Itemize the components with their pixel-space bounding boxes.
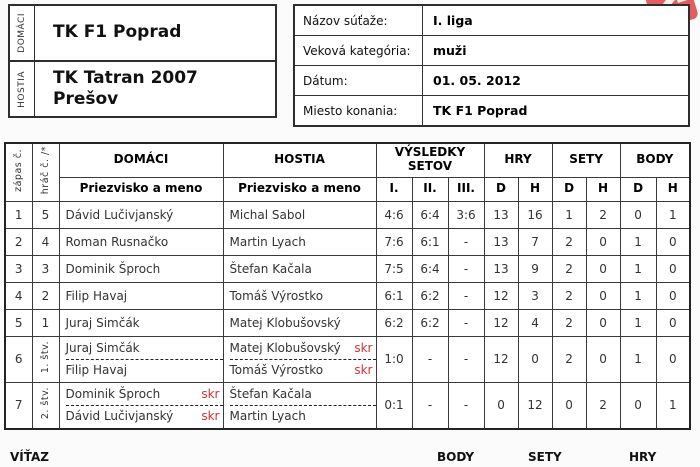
points-cell: 0	[656, 336, 690, 382]
away-player-cell	[223, 255, 376, 282]
team-name: TK Tatran 2007 Prešov	[53, 67, 198, 109]
home-player-cell	[59, 382, 223, 429]
away-player-cell	[223, 336, 376, 382]
team-side-label	[10, 62, 35, 116]
table-row	[5, 282, 690, 309]
points-cell: 1	[620, 255, 656, 282]
sets-cell: 1	[552, 201, 586, 228]
column-header-home-name: Priezvisko a meno	[59, 177, 223, 201]
sets-cell: 2	[586, 382, 620, 429]
player-name: Juraj Simčák	[65, 315, 140, 330]
table-row	[5, 228, 690, 255]
set-result-cell: -	[412, 336, 448, 382]
home-player-cell	[59, 309, 223, 336]
set-result-cell: 6:2	[412, 282, 448, 309]
sets-cell: 2	[586, 201, 620, 228]
player-number: 1. štv.	[39, 341, 51, 374]
team-side-label	[10, 6, 35, 60]
info-row	[294, 66, 689, 96]
sets-cell: 0	[586, 336, 620, 382]
column-header-points-away: H	[656, 177, 690, 201]
team-name: TK F1 Poprad	[53, 22, 182, 43]
set-result-cell: 7:6	[376, 228, 412, 255]
player-number-cell	[32, 336, 59, 382]
games-cell: 13	[484, 228, 518, 255]
player-name: Martin Lyach	[229, 234, 306, 249]
home-player-cell	[59, 228, 223, 255]
home-player-cell	[59, 201, 223, 228]
match-number-cell: 5	[5, 309, 32, 336]
sets-cell: 2	[552, 255, 586, 282]
table-row	[5, 382, 690, 429]
player-line	[66, 313, 223, 333]
player-line	[230, 232, 376, 252]
match-number-cell: 2	[5, 228, 32, 255]
player-number: 4	[41, 234, 50, 249]
player-line	[66, 406, 223, 427]
points-cell: 1	[620, 309, 656, 336]
games-cell: 12	[518, 382, 552, 429]
column-header-games-away: H	[518, 177, 552, 201]
column-header-home: DOMÁCI	[59, 143, 223, 177]
player-name: Dávid Lučivjanský	[65, 409, 174, 423]
points-cell: 1	[620, 336, 656, 382]
games-cell: 7	[518, 228, 552, 255]
set-result-cell: -	[448, 255, 484, 282]
points-cell: 0	[656, 282, 690, 309]
away-player-cell	[223, 201, 376, 228]
away-player-cell	[223, 282, 376, 309]
set-result-cell: 6:2	[412, 309, 448, 336]
player-name: Dávid Lučivjanský	[65, 207, 174, 222]
info-table-body	[294, 5, 689, 126]
games-cell: 9	[518, 255, 552, 282]
info-row	[294, 5, 689, 36]
home-player-cell	[59, 336, 223, 382]
info-row	[294, 96, 689, 127]
match-table-body	[5, 201, 690, 429]
set-result-cell: 4:6	[376, 201, 412, 228]
sets-cell: 0	[586, 309, 620, 336]
badge-dot-icon	[674, 0, 686, 3]
set-result-cell: 0:1	[376, 382, 412, 429]
player-name: Dominik Šproch	[65, 261, 161, 276]
player-line	[66, 232, 223, 252]
column-header-games-home: D	[484, 177, 518, 201]
set-result-cell: 6:4	[412, 255, 448, 282]
match-number-cell: 4	[5, 282, 32, 309]
column-header-sets: SETY	[552, 143, 620, 177]
set-result-cell: -	[448, 336, 484, 382]
player-number: 3	[41, 261, 50, 276]
player-name: Martin Lyach	[229, 409, 306, 423]
column-header-away-name: Priezvisko a meno	[223, 177, 376, 201]
player-name: Michal Sabol	[229, 207, 306, 222]
games-cell: 13	[484, 201, 518, 228]
footer-points-label: BODY	[437, 450, 475, 464]
player-name: Filip Havaj	[65, 363, 128, 377]
player-number: 2. štv.	[39, 387, 51, 420]
home-player-cell	[59, 255, 223, 282]
games-cell: 12	[484, 336, 518, 382]
retired-label: skr	[354, 363, 373, 377]
match-number-cell: 3	[5, 255, 32, 282]
sets-cell: 2	[552, 282, 586, 309]
match-number-cell: 7	[5, 382, 32, 429]
games-cell: 0	[484, 382, 518, 429]
points-cell: 1	[656, 382, 690, 429]
points-cell: 0	[656, 309, 690, 336]
info-value: I. liga	[423, 5, 690, 36]
set-result-cell: 3:6	[448, 201, 484, 228]
games-cell: 16	[518, 201, 552, 228]
winner-label: VÍŤAZ	[10, 450, 49, 464]
column-header-set-results: VÝSLEDKY SETOV	[376, 143, 484, 177]
player-name: Filip Havaj	[65, 288, 128, 303]
column-header-match-number	[5, 143, 32, 201]
player-name: Juraj Simčák	[65, 341, 140, 355]
set-result-cell: 1:0	[376, 336, 412, 382]
match-results-table	[4, 142, 691, 430]
player-name: Štefan Kačala	[229, 261, 312, 276]
player-name: Matej Klobušovský	[229, 315, 341, 330]
player-line	[66, 259, 223, 279]
sets-cell: 2	[552, 336, 586, 382]
match-number-header-label: zápas č.	[13, 148, 24, 192]
sets-cell: 2	[552, 228, 586, 255]
player-line	[230, 360, 376, 381]
games-cell: 13	[484, 255, 518, 282]
set-result-cell: 6:4	[412, 201, 448, 228]
player-line	[66, 384, 223, 406]
set-result-cell: 6:2	[376, 309, 412, 336]
player-number-cell	[32, 255, 59, 282]
sets-cell: 0	[586, 228, 620, 255]
retired-label: skr	[201, 409, 220, 423]
set-result-cell: 6:1	[376, 282, 412, 309]
points-cell: 0	[656, 228, 690, 255]
column-header-set-2: II.	[412, 177, 448, 201]
points-cell: 0	[656, 255, 690, 282]
games-cell: 0	[518, 336, 552, 382]
set-result-cell: -	[448, 309, 484, 336]
away-player-cell	[223, 309, 376, 336]
table-row	[5, 336, 690, 382]
info-row	[294, 36, 689, 66]
info-label: Názov súťaže:	[294, 5, 423, 36]
player-name: Matej Klobušovský	[229, 341, 341, 355]
player-line	[230, 338, 376, 360]
points-cell: 1	[656, 201, 690, 228]
match-table-header	[5, 143, 690, 201]
teams-box	[8, 4, 277, 118]
player-name: Roman Rusnačko	[65, 234, 169, 249]
footer-games-label: HRY	[629, 450, 657, 464]
player-number-cell	[32, 309, 59, 336]
info-value: 01. 05. 2012	[423, 66, 690, 96]
column-header-points: BODY	[620, 143, 690, 177]
games-cell: 4	[518, 309, 552, 336]
points-cell: 1	[620, 228, 656, 255]
column-header-set-1: I.	[376, 177, 412, 201]
sets-cell: 0	[586, 255, 620, 282]
match-number-cell: 6	[5, 336, 32, 382]
points-cell: 0	[620, 382, 656, 429]
games-cell: 12	[484, 282, 518, 309]
player-line	[230, 406, 376, 427]
player-name: Dominik Šproch	[65, 387, 161, 401]
player-number: 2	[41, 288, 50, 303]
set-result-cell: 7:5	[376, 255, 412, 282]
player-line	[66, 286, 223, 306]
player-name: Tomáš Výrostko	[229, 363, 324, 377]
games-cell: 3	[518, 282, 552, 309]
column-header-set-3: III.	[448, 177, 484, 201]
info-label: Veková kategória:	[294, 36, 423, 66]
column-header-sets-away: H	[586, 177, 620, 201]
away-player-cell	[223, 228, 376, 255]
table-row	[5, 201, 690, 228]
set-result-cell: -	[412, 382, 448, 429]
player-number-cell	[32, 228, 59, 255]
player-line	[230, 205, 376, 225]
column-header-games: HRY	[484, 143, 552, 177]
set-result-cell: -	[448, 382, 484, 429]
info-value: muži	[423, 36, 690, 66]
games-cell: 12	[484, 309, 518, 336]
sets-cell: 0	[552, 382, 586, 429]
sets-cell: 2	[552, 309, 586, 336]
retired-label: skr	[354, 341, 373, 355]
player-line	[230, 286, 376, 306]
player-number-cell	[32, 201, 59, 228]
player-line	[230, 384, 376, 406]
column-header-points-home: D	[620, 177, 656, 201]
player-line	[66, 338, 223, 360]
team-row	[10, 6, 275, 62]
player-number: 5	[41, 207, 50, 222]
away-player-cell	[223, 382, 376, 429]
footer-sets-label: SETY	[528, 450, 562, 464]
player-name: Štefan Kačala	[229, 387, 312, 401]
column-header-player-number	[32, 143, 59, 201]
player-number-cell	[32, 382, 59, 429]
retired-label: skr	[201, 387, 220, 401]
sets-cell: 0	[586, 282, 620, 309]
team-side-label-text: DOMÁCI	[16, 13, 27, 53]
home-player-cell	[59, 282, 223, 309]
info-label: Miesto konania:	[294, 96, 423, 127]
team-row	[10, 62, 275, 116]
set-result-cell: 6:1	[412, 228, 448, 255]
player-number: 1	[41, 315, 50, 330]
points-cell: 0	[620, 201, 656, 228]
column-header-sets-home: D	[552, 177, 586, 201]
player-line	[66, 205, 223, 225]
player-number-header-label: hráč č. /*	[39, 146, 51, 195]
set-result-cell: -	[448, 282, 484, 309]
info-value: TK F1 Poprad	[423, 96, 690, 127]
team-side-label-text: HOSTIA	[16, 70, 27, 108]
player-line	[230, 313, 376, 333]
info-label: Dátum:	[294, 66, 423, 96]
set-result-cell: -	[448, 228, 484, 255]
table-row	[5, 309, 690, 336]
player-name: Tomáš Výrostko	[229, 288, 324, 303]
points-cell: 1	[620, 282, 656, 309]
player-line	[66, 360, 223, 381]
table-row	[5, 255, 690, 282]
info-table	[293, 4, 690, 127]
player-line	[230, 259, 376, 279]
column-header-away: HOSTIA	[223, 143, 376, 177]
match-number-cell: 1	[5, 201, 32, 228]
player-number-cell	[32, 282, 59, 309]
